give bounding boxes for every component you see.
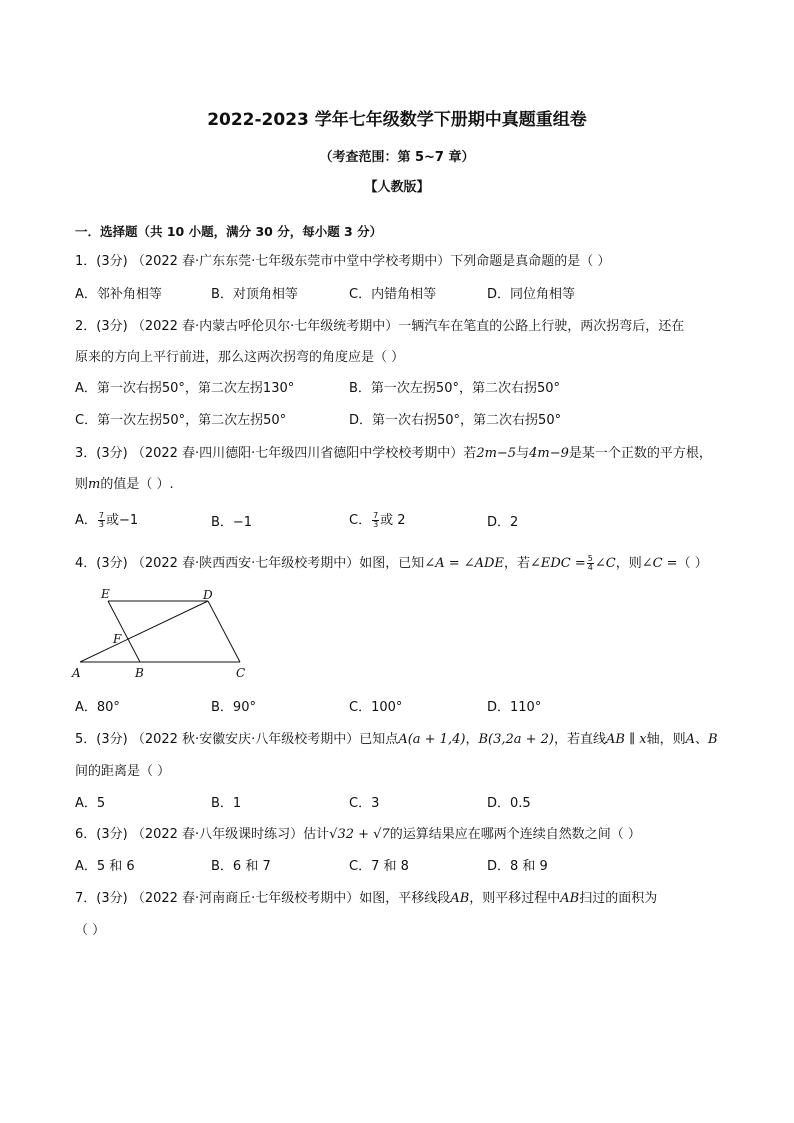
fraction-numerator: 7: [373, 511, 379, 520]
question-5-comma: 、: [694, 732, 708, 747]
exam-scope: （考查范围：第 5~7 章）: [319, 150, 475, 165]
question-5-point-a: A(a + 1,4): [398, 732, 466, 747]
question-6-option-d: D．8 和 9: [487, 859, 548, 874]
question-7-suffix: 扫过的面积为: [579, 891, 658, 906]
option-rest: 或−1: [106, 513, 139, 528]
fraction-numerator: 7: [98, 511, 104, 520]
question-7-segment-ab: AB: [450, 891, 470, 906]
question-3-connector: 与: [516, 446, 530, 461]
question-5-text-line2: 间的距离是（ ）: [75, 764, 171, 779]
question-4-angle-c-eq: ∠C =: [641, 556, 678, 571]
fraction: [372, 512, 379, 529]
fraction: [587, 555, 594, 572]
fraction: [98, 512, 105, 529]
question-5-connector-2: 轴，则: [646, 732, 686, 747]
question-5-a: A: [685, 732, 695, 747]
question-4-angle-eq: ∠A = ∠ADE: [424, 556, 504, 571]
question-7-text-line2: （ ）: [75, 923, 106, 938]
question-3-text-line1: [75, 442, 712, 461]
question-2-option-b: B．第一次左拐50°，第二次右拐50°: [349, 381, 561, 396]
question-3-var-m: m: [88, 477, 101, 492]
segment-ad: [80, 601, 208, 662]
question-3-line2-prefix: 则: [75, 477, 89, 492]
question-7-prefix: 7．(3分) （2022 春·河南商丘·七年级校考期中）如图，平移线段: [75, 891, 451, 906]
question-4-angle-c: ∠C: [594, 556, 616, 571]
question-3-line2-suffix: 的值是（ ）.: [100, 477, 174, 492]
question-6-prefix: 6．(3分) （2022 春·八年级课时练习）估计: [75, 827, 330, 842]
question-6-option-b: B．6 和 7: [211, 859, 271, 874]
option-rest: 或 2: [380, 513, 406, 528]
question-2-option-d: D．第一次右拐50°，第二次右拐50°: [349, 413, 562, 428]
question-4-option-a: A．80°: [75, 700, 120, 715]
question-7-text-line1: [75, 887, 657, 906]
question-1-option-a: A．邻补角相等: [75, 287, 162, 302]
question-5-option-c: C．3: [349, 796, 380, 811]
question-2-option-a: A．第一次右拐50°，第二次左拐130°: [75, 381, 295, 396]
question-7-connector: ，则平移过程中: [469, 891, 561, 906]
question-3-expr-1: 2m−5: [476, 446, 517, 461]
option-label: C．: [349, 513, 372, 528]
question-4-prefix: 4．(3分) （2022 春·陕西西安·七年级校考期中）如图，已知: [75, 556, 425, 571]
fraction-denominator: 3: [373, 520, 379, 529]
question-2-option-c: C．第一次左拐50°，第二次左拐50°: [75, 413, 287, 428]
point-f-label: F: [113, 632, 122, 646]
question-4-connector: ，若: [503, 556, 530, 571]
question-6-text: [75, 823, 641, 842]
question-5-option-b: B．1: [211, 796, 242, 811]
section-heading: 一．选择题（共 10 小题，满分 30 分，每小题 3 分）: [75, 224, 383, 239]
question-1-option-b: B．对顶角相等: [211, 287, 298, 302]
question-2-text-line1: 2．(3分) （2022 春·内蒙古呼伦贝尔·七年级统考期中）一辆汽车在笔直的公路上行驶，两次拐弯后，还在: [75, 319, 685, 334]
question-6-option-a: A．5 和 6: [75, 859, 135, 874]
question-1-text: 1．(3分) （2022 春·广东东莞·七年级东莞市中堂中学校考期中）下列命题是真命题的是（ ）: [75, 254, 611, 269]
question-5-option-d: D．0.5: [487, 796, 531, 811]
point-a-label: A: [72, 666, 81, 680]
question-3-option-c: [349, 509, 406, 529]
question-3-expr-2: 4m−9: [529, 446, 569, 461]
edition-label: 【人教版】: [364, 180, 430, 195]
question-6-option-c: C．7 和 8: [349, 859, 409, 874]
question-6-expression: √32 + √7: [329, 827, 390, 842]
point-c-label: C: [236, 666, 246, 680]
question-5-parallel: AB ∥ x: [606, 732, 647, 747]
question-4-angle-edc: ∠EDC =: [529, 556, 586, 571]
question-4-option-b: B．90°: [211, 700, 256, 715]
question-4-figure: [68, 584, 258, 684]
question-4-text: [75, 552, 708, 572]
question-3-option-a: [75, 509, 138, 529]
question-3-option-b: B．−1: [211, 515, 253, 530]
question-6-suffix: 的运算结果应在哪两个连续自然数之间（ ）: [389, 827, 641, 842]
question-7-segment-ab-2: AB: [560, 891, 580, 906]
fraction-denominator: 4: [587, 563, 593, 572]
question-3-prefix: 3．(3分) （2022 春·四川德阳·七年级四川省德阳中学校校考期中）若: [75, 446, 477, 461]
question-2-text-line2: 原来的方向上平行前进，那么这两次拐弯的角度应是（ ）: [75, 350, 405, 365]
question-1-option-c: C．内错角相等: [349, 287, 437, 302]
question-4-blank: （ ）: [677, 556, 708, 571]
segment-dc: [208, 601, 240, 662]
question-3-option-d: D．2: [487, 515, 519, 530]
point-d-label: D: [203, 588, 213, 602]
point-e-label: E: [101, 587, 110, 601]
page-title: 2022-2023 学年七年级数学下册期中真题重组卷: [207, 110, 587, 130]
question-4-option-c: C．100°: [349, 700, 403, 715]
question-3-suffix: 是某一个正数的平方根，: [568, 446, 712, 461]
fraction-denominator: 3: [98, 520, 104, 529]
question-3-text-line2: [75, 473, 174, 492]
question-5-b: B: [708, 732, 718, 747]
option-label: A．: [75, 513, 97, 528]
question-5-connector: ，若直线: [554, 732, 607, 747]
question-5-option-a: A．5: [75, 796, 106, 811]
question-1-option-d: D．同位角相等: [487, 287, 576, 302]
question-5-point-b: B(3,2a + 2): [478, 732, 555, 747]
question-4-connector-2: ，则: [615, 556, 642, 571]
question-5-text-line1: [75, 728, 718, 747]
fraction-numerator: 5: [587, 554, 593, 563]
question-5-separator: ，: [465, 732, 479, 747]
question-4-option-d: D．110°: [487, 700, 542, 715]
point-b-label: B: [135, 666, 144, 680]
question-5-prefix: 5．(3分) （2022 秋·安徽安庆·八年级校考期中）已知点: [75, 732, 399, 747]
